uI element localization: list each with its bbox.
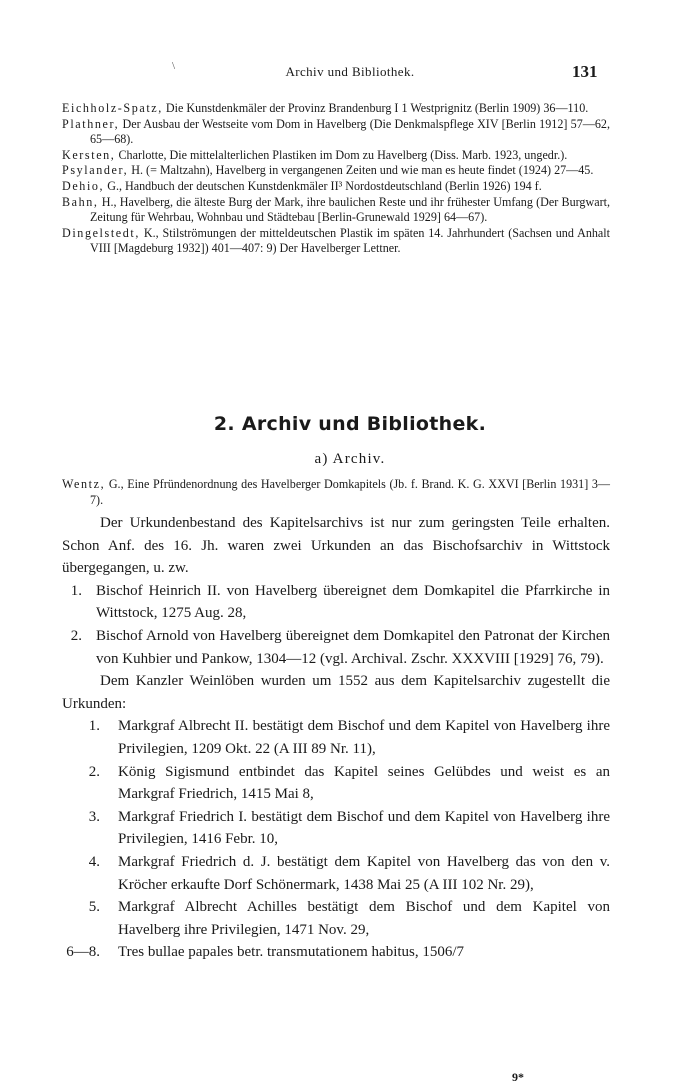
bibliography-list (62, 101, 610, 257)
bibliography-entry: Bahn, H., Havelberg, die älteste Burg der Mark, ihre baulichen Reste und ihr frühester Umfang (Der Burgwart, Zeitung für Wehrbau, Wohnbau und Städtebau [Berlin-Grunewald 1929] 64—67). (62, 194, 610, 225)
archive-reference: Wentz, G., Eine Pfründenordnung des Havelberger Domkapitels (Jb. f. Brand. K. G. XXVI [Berlin 1931] 3—7). (62, 477, 610, 507)
document-list (62, 715, 610, 964)
bibliography-entry: Dingelstedt, K., Stilströmungen der mitteldeutschen Plastik im späten 14. Jahrhundert (Sachsen und Anhalt VIII [Magdeburg 1932]) 401—407: 9) Der Havelberger Lettner. (62, 225, 610, 256)
document-list (62, 580, 610, 670)
body-text (62, 512, 610, 964)
bibliography-entry: Psylander, H. (= Maltzahn), Havelberg in vergangenen Zeiten und wie man es heute findet (1924) 27—45. (62, 163, 594, 178)
subsection-heading: a) Archiv. (314, 451, 386, 467)
list-item: 6—8. Tres bullae papales betr. transmutationem habitus, 1506/7 (66, 944, 465, 961)
list-item: 2. König Sigismund entbindet das Kapitel seines Gelübdes und weist es an Markgraf Friedrich, 1415 Mai 8, (88, 763, 610, 803)
bibliography-entry: Kersten, Charlotte, Die mittelalterlichen Plastiken im Dom zu Havelberg (Diss. Marb. 1923, ungedr.). (62, 147, 568, 162)
section-heading: 2. Archiv und Bibliothek. (213, 413, 487, 435)
running-header: Archiv und Bibliothek. (285, 64, 415, 79)
page-number: 131 (572, 62, 598, 81)
stray-mark: \ (172, 60, 176, 72)
list-item: 3. Markgraf Friedrich I. bestätigt dem Bischof und dem Kapitel von Havelberg ihre Privilegien, 1416 Febr. 10, (88, 808, 610, 848)
list-item: 1. Bischof Heinrich II. von Havelberg übereignet dem Domkapitel die Pfarrkirche in Wittstock, 1275 Aug. 28, (70, 582, 610, 622)
bibliography-entry: Dehio, G., Handbuch der deutschen Kunstdenkmäler II³ Nordostdeutschland (Berlin 1926) 194 f. (62, 178, 542, 193)
list-item: 1. Markgraf Albrecht II. bestätigt dem Bischof und dem Kapitel von Havelberg ihre Privilegien, 1209 Okt. 22 (A III 89 Nr. 11), (88, 718, 610, 757)
paragraph: Der Urkundenbestand des Kapitelsarchivs ist nur zum geringsten Teile erhalten. Schon Anf. des 16. Jh. waren zwei Urkunden an das Bischofsarchiv in Wittstock übergegangen, u. zw. (62, 515, 610, 577)
signature-mark: 9* (512, 1070, 524, 1084)
bibliography-entry: Plathner, Der Ausbau der Westseite vom Dom in Havelberg (Die Denkmalspflege XIV [Berlin 1912] 57—62, 65—68). (62, 116, 610, 147)
list-item: 4. Markgraf Friedrich d. J. bestätigt dem Kapitel von Havelberg das von den v. Kröcher erkaufte Dorf Schönermark, 1438 Mai 25 (A III 102 Nr. 29), (88, 853, 610, 893)
paragraph: Dem Kanzler Weinlöben wurden um 1552 aus dem Kapitelsarchiv zugestellt die Urkunden: (62, 673, 610, 712)
list-item: 2. Bischof Arnold von Havelberg übereignet dem Domkapitel den Patronat der Kirchen von Kuhbier und Pankow, 1304—12 (vgl. Archival. Zschr. XXXVIII [1929] 76, 79). (70, 627, 610, 667)
list-item: 5. Markgraf Albrecht Achilles bestätigt dem Bischof und dem Kapitel von Havelberg ihre Privilegien, 1471 Nov. 29, (88, 899, 610, 938)
bibliography-entry: Eichholz-Spatz, Die Kunstdenkmäler der Provinz Brandenburg I 1 Westprignitz (Berlin 1909) 36—110. (62, 101, 589, 115)
